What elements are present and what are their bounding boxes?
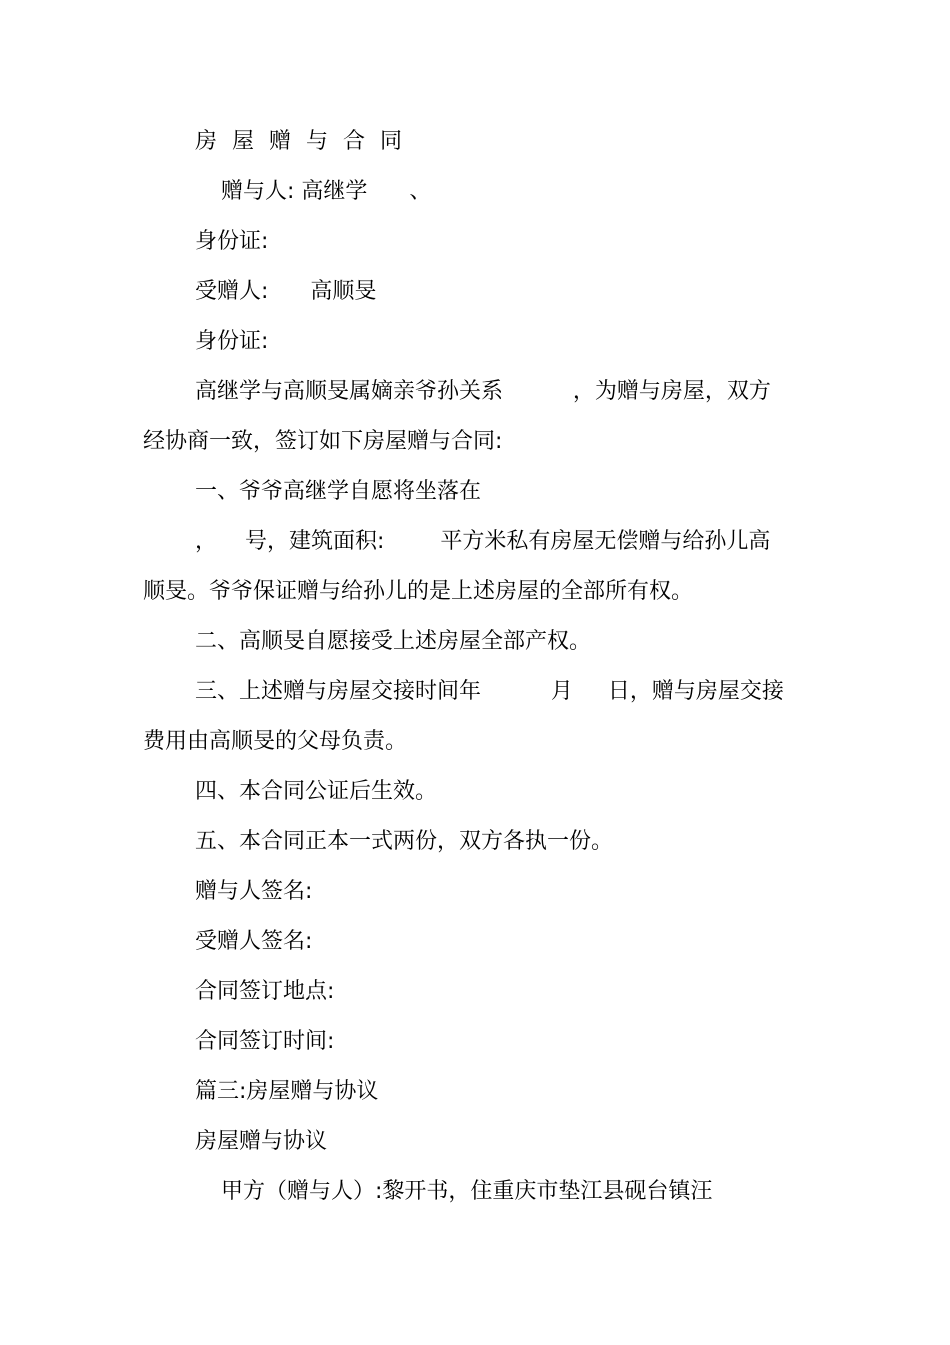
donor-id-line: 身份证: [195, 229, 269, 254]
relation-paragraph-line-1: 高继学与高顺旻属嫡亲爷孙关系 ，为赠与房屋，双方 [195, 379, 771, 404]
clause-4: 四、本合同公证后生效。 [195, 779, 438, 804]
relation-paragraph-line-2: 经协商一致，签订如下房屋赠与合同: [143, 429, 503, 454]
recipient-line: 受赠人: 高顺旻 [195, 279, 377, 304]
clause-1-line-2: ， 号，建筑面积: 平方米私有房屋无偿赠与给孙儿高 [195, 529, 771, 554]
recipient-id-line: 身份证: [195, 329, 269, 354]
section-3-heading: 篇三:房屋赠与协议 [195, 1079, 379, 1104]
section-3-title: 房屋赠与协议 [195, 1129, 328, 1154]
signing-place-label: 合同签订地点: [195, 979, 335, 1004]
clause-5: 五、本合同正本一式两份，双方各执一份。 [195, 829, 614, 854]
recipient-signature-label: 受赠人签名: [195, 929, 313, 954]
signing-time-label: 合同签订时间: [195, 1029, 335, 1054]
clause-3-line-2: 费用由高顺旻的父母负责。 [143, 729, 408, 754]
clause-3-line-1: 三、上述赠与房屋交接时间年 月 日，赠与房屋交接 [195, 679, 784, 704]
clause-1-line-1: 一、爷爷高继学自愿将坐落在 [195, 479, 482, 504]
clause-1-line-3: 顺旻。爷爷保证赠与给孙儿的是上述房屋的全部所有权。 [143, 579, 694, 604]
donor-line: 赠与人: 高继学 、 [221, 179, 432, 204]
contract-title: 房屋赠与合同 [195, 129, 418, 154]
clause-2: 二、高顺旻自愿接受上述房屋全部产权。 [195, 629, 592, 654]
donor-signature-label: 赠与人签名: [195, 879, 313, 904]
party-a-line: 甲方（赠与人）:黎开书，住重庆市垫江县砚台镇汪 [221, 1179, 713, 1204]
